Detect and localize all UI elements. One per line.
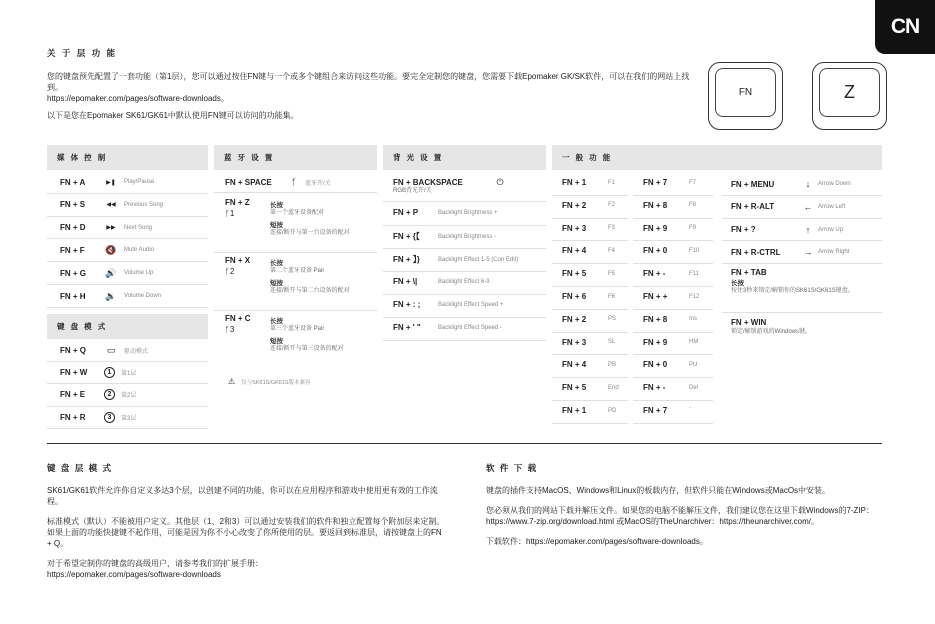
arrow-down-icon: ↓ [805,179,811,189]
keyboard-mode-section-header: 键 盘 模 式 [47,314,208,339]
general-a-label: F6 [608,293,616,300]
layer-number-icon: 1 [104,367,115,378]
general-a-label: SL [608,339,616,346]
general-b-label: F11 [689,270,699,277]
drive-mode-icon: ▭ [106,344,116,355]
general-b-row [643,269,699,278]
arrow-row [731,246,849,258]
general-a-key: FN + 1 [562,178,587,187]
general-a-label: PD [608,407,617,414]
arrow-row [731,224,843,236]
general-b-label: ` [689,407,691,414]
general-b-key: FN + 8 [643,314,668,324]
mode-row [60,344,148,356]
general-a-row [562,360,616,369]
fn-tab-block [731,268,881,295]
media-label: Volume Up [124,270,154,277]
software-p2: 您必须从我们的网站下载并解压文件。如果您的电脑不能解压文件，我们建议您在这里下载Windows的7-ZIP：https://www.7-zip.org/download.html 或MacOS的TheUnarchiver：https://theunarchiver.com/。 [486,506,875,526]
general-b-key: FN + 0 [643,246,668,256]
general-b-label: F9 [689,225,697,232]
arrow-key: FN + MENU [731,179,775,189]
general-b-label: F7 [689,179,697,186]
general-b-key: FN + 7 [643,406,668,415]
intro-paragraph-2: 以下是您在Epomaker SK61/GK61中默认使用FN键可以访问的功能集。 [47,111,299,120]
bt-space-key: FN + SPACE [225,177,272,187]
fn-keycap: FN [708,62,783,130]
mode-label: 第2层 [121,393,137,400]
mode-row [60,389,136,400]
arrow-right-icon: → [803,247,813,258]
general-a-label: F2 [608,202,616,209]
layer-mode-p1: SK61/GK61软件允许你自定义多达3个层，以创建不同的功能，你可以在应用程序和游戏中使用更有效的工作流程。 [47,486,438,506]
bt-device-key: FN + Z [225,198,250,207]
general-a-key: FN + 3 [562,337,587,347]
fn-win-key: FN + WIN [731,318,767,327]
general-b-row [643,338,698,347]
arrow-label: Arrow Down [818,181,851,187]
general-a-row [562,201,615,210]
bt-warning: ⚠ 仅与SK61S/GK61S版本兼容 [228,377,311,386]
bluetooth-icon: ᚶ [291,177,297,187]
bt-space-label: 蓝牙开/关 [305,180,331,187]
bluetooth-icon: ᚶ1 [225,209,235,218]
general-b-key: FN + - [643,269,666,279]
mode-label: 驱动模式 [124,348,149,355]
general-a-row [562,383,619,392]
mode-key: FN + R [60,412,86,422]
media-key: FN + H [60,291,86,301]
layer-number-icon: 2 [104,389,115,400]
general-a-key: FN + 2 [562,314,587,324]
general-a-label: F5 [608,270,616,277]
media-row [60,199,163,211]
general-a-row [562,178,615,187]
arrow-row [731,201,845,213]
media-row [60,222,152,234]
bt-device-desc: 长按 第三个蓝牙设备 Pair 短按 连接/断开与第三设备的配对 [270,318,344,352]
general-a-key: FN + 5 [562,383,587,393]
media-label: Volume Down [124,293,162,299]
general-a-key: FN + 4 [562,246,587,256]
media-row [60,267,153,279]
media-key: FN + G [60,268,87,278]
general-b-label: PU [689,361,698,368]
previous-icon: ◀◀ [106,202,116,209]
fn-win-block [731,318,881,336]
volume-down-icon: 🔉 [105,290,117,301]
mode-row [60,367,136,378]
intro-section [47,47,697,126]
general-b-label: Del [689,384,699,391]
bt-device-key: FN + X [225,256,251,265]
general-b-row [643,383,698,392]
media-label: Next Song [124,224,153,231]
bluetooth-section-header: 蓝 牙 设 置 [214,145,377,170]
general-a-row [562,269,615,278]
backlight-key: FN + BACKSPACE [393,177,463,187]
backlight-label: Backlight Effect 1-5 (Con Edit) [438,256,519,263]
general-a-label: F4 [608,247,616,254]
intro-title: 关 于 层 功 能 [47,48,117,58]
media-row [60,290,161,302]
bluetooth-icon: ᚶ3 [225,325,235,334]
mode-label: 第3层 [121,415,137,422]
bt-device-desc: 长按 第二个蓝牙设备 Pair 短按 连接/断开与第二台设备的配对 [270,260,350,294]
arrow-label: Arrow Right [818,249,850,256]
media-label: Play/Pause [124,179,155,185]
layer-mode-p3: 对于希望定制你的键盘的高级用户，请参考我们的扩展手册： https://epomaker.com/pages/software-downloads [47,559,263,579]
media-key: FN + S [60,200,86,210]
arrow-up-icon: ↑ [805,224,811,235]
general-b-row [643,315,697,324]
volume-up-icon: 🔊 [105,267,117,278]
software-p3: 下载软件：https://epomaker.com/pages/software-downloads。 [486,537,708,546]
layer-mode-p2: 标准模式（默认）不能被用户定义。其他层（1、2和3）可以通过安装我们的软件和独立配置每个附加层来定制。如果上面的功能快捷键不起作用，可能是因为你不小心改变了你所使用的层。要返回到标准层，请按键盘上的FN + Q。 [47,517,445,548]
arrow-label: Arrow Left [818,203,846,210]
general-a-row [562,338,615,347]
general-a-key: FN + 6 [562,292,587,301]
general-a-label: PS [608,316,617,323]
backlight-row [393,254,518,265]
general-b-label: HM [689,339,699,346]
layer-mode-url[interactable]: https://epomaker.com/pages/software-downloads [47,570,221,579]
media-row [60,244,154,256]
backlight-row [393,231,496,242]
backlight-row [393,208,498,217]
bt-device-key: FN + C [225,314,251,323]
bt-device-desc: 长按 第一个蓝牙设备配对 短按 连接/断开与第一台设备的配对 [270,202,350,236]
layer-mode-section [47,462,447,589]
general-b-label: F8 [689,202,697,209]
general-b-key: FN + 7 [643,178,668,187]
general-b-row [643,201,696,210]
backlight-label: Backlight Effect Speed - [438,324,502,331]
backlight-row [393,323,502,332]
layer-number-icon: 3 [104,412,115,423]
general-b-row [643,246,699,255]
general-b-label: F10 [689,247,700,254]
general-a-key: FN + 2 [562,200,587,210]
general-a-key: FN + 4 [562,360,587,370]
general-a-row [562,292,615,301]
backlight-label: Backlight Effect Speed + [438,301,504,308]
backlight-row [393,176,507,188]
fn-tab-key: FN + TAB [731,268,767,277]
mode-row [60,412,136,423]
backlight-label: Backlight Brightness + [438,209,498,216]
mode-key: FN + Q [60,345,87,355]
general-section-header: 一 般 功 能 [552,145,882,170]
general-b-row [643,360,697,369]
general-a-row [562,315,616,324]
backlight-key: FN + P [393,208,419,217]
general-b-label: Ins [689,316,698,323]
media-label: Previous Song [124,201,164,208]
general-b-key: FN + - [643,383,666,393]
general-b-key: FN + 9 [643,337,668,347]
backlight-key: FN + {【 [393,232,420,241]
general-a-row [562,246,615,255]
backlight-section-header: 背 光 设 置 [383,145,546,170]
bt-space-row [225,176,331,188]
general-b-row [643,406,691,415]
arrow-left-icon: ← [803,201,813,212]
software-section [486,462,882,556]
general-b-row [643,178,696,187]
software-p1: 键盘的插件支持MacOS、Windows和Linux的板载内存，但软件只能在Windows或MacOs中安装。 [486,486,831,495]
general-a-label: F3 [608,225,616,232]
general-b-key: FN + + [643,292,668,301]
general-b-key: FN + 0 [643,360,668,370]
general-b-key: FN + 9 [643,223,668,233]
general-a-label: PB [608,361,617,368]
mode-key: FN + W [60,367,88,377]
section-divider [47,443,882,444]
general-a-key: FN + 1 [562,406,587,415]
warning-icon: ⚠ [228,377,236,386]
play-pause-icon: ▶❚ [106,179,116,186]
power-icon: ⏻ [496,176,504,187]
backlight-key: FN + : ; [393,300,421,309]
general-b-label: F12 [689,293,700,300]
media-key: FN + D [60,223,86,233]
general-a-row [562,224,615,233]
backlight-sub: RGB背光开/关 [393,188,432,194]
arrow-row [731,178,851,190]
arrow-key: FN + R-ALT [731,202,775,212]
media-row [60,176,154,188]
general-b-row [643,224,696,233]
layer-mode-title: 键 盘 层 模 式 [47,463,113,473]
media-section-header: 媒 体 控 制 [47,145,208,170]
fn-win-desc: 锁定/解锁游戏的Windows键。 [731,329,812,335]
backlight-row [393,277,490,286]
backlight-label: Backlight Brightness - [438,233,497,240]
general-a-key: FN + 3 [562,223,587,233]
intro-url[interactable]: https://epomaker.com/pages/software-downloads。 [47,94,229,103]
mode-label: 第1层 [121,370,137,377]
general-a-row [562,406,616,415]
language-badge: CN [875,0,935,54]
general-a-label: F1 [608,179,616,186]
mode-key: FN + E [60,390,86,400]
arrow-key: FN + R-CTRL [731,247,781,257]
media-label: Mute Audio [124,247,155,254]
media-key: FN + A [60,177,86,187]
general-b-key: FN + 8 [643,200,668,210]
backlight-key: FN + \| [393,277,418,286]
software-title: 软 件 下 载 [486,463,538,473]
general-a-label: End [608,384,619,391]
general-b-row [643,292,699,301]
backlight-label: Backlight Effect 6-9 [438,278,490,285]
arrow-label: Arrow Up [818,226,844,233]
fn-tab-desc: 按住3秒来锁定/解锁你的SK61S/GK61S键盘。 [731,288,854,294]
mute-icon: 🔇 [105,244,117,255]
fn-tab-long: 长按 [731,280,744,287]
z-keycap: Z [812,62,887,130]
intro-paragraph: 您的键盘预先配置了一套功能（第1层），您可以通过按住FN键与一个或多个键组合来访问这些功能。要完全定制您的键盘，您需要下载Epomaker GK/SK软件，可以在我们的网站上找到。 https://epomaker.com/pages/software-downloads。 [47,72,690,103]
backlight-key: FN + 】} [393,255,420,264]
general-a-key: FN + 5 [562,269,587,279]
media-key: FN + F [60,245,85,255]
backlight-row [393,300,503,309]
backlight-key: FN + ' " [393,323,421,332]
arrow-key: FN + ? [731,225,756,235]
bluetooth-icon: ᚶ2 [225,267,235,276]
next-icon: ▶▶ [106,225,116,232]
